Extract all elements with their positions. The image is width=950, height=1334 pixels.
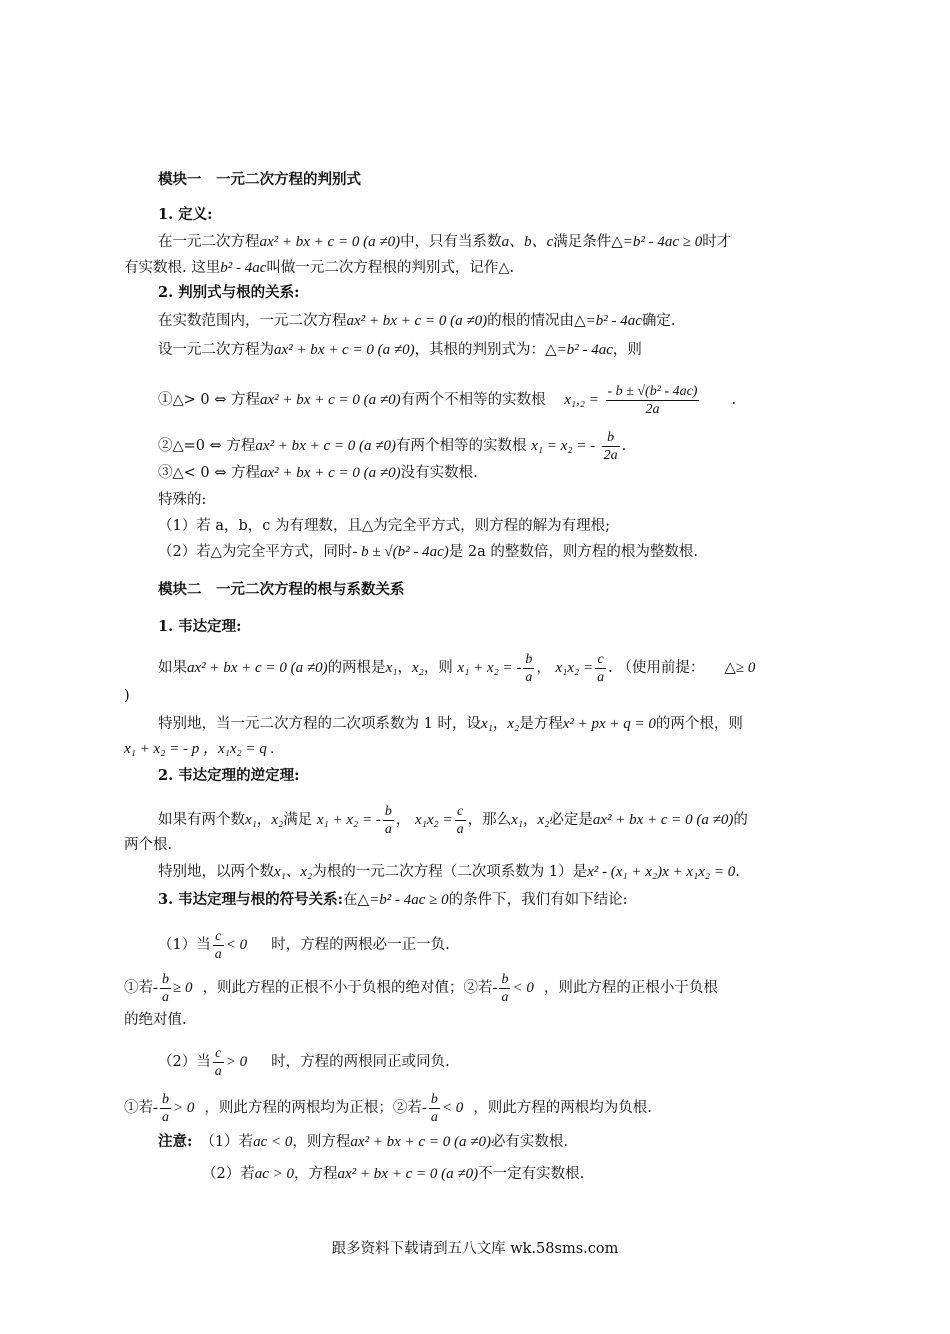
equal-root-fraction [602, 429, 620, 464]
relation: < 0 [441, 1100, 464, 1116]
quadratic-equation: ax² + bx + c = 0 (a ≠0) [260, 465, 401, 481]
vieta-line-1: 如果ax² + bx + c = 0 (a ≠0)的两根是x₁，x₂，则 x₁ + x₂ = - $\frac{b}{a}$ ， x₁x₂ = $\frac{c}{a}$ . （使用前提： △≥ 0 [158, 651, 756, 685]
fraction-numerator: b [430, 1091, 438, 1107]
root-x2: x₂ [507, 716, 520, 732]
text: ，那么 [467, 812, 512, 828]
text: 的 [733, 812, 748, 828]
text: 不一定有实数根. [478, 1166, 585, 1182]
text: ，则此方程的两根均为负根. [473, 1100, 652, 1116]
text: ，则 [612, 342, 642, 358]
quadratic-equation: ax² + bx + c = 0 (a ≠0) [259, 234, 401, 250]
case-positive-discriminant [158, 380, 736, 420]
relation: < 0 [225, 937, 248, 953]
text: 是 2a 的整数倍，则方程的根为整数根. [448, 544, 698, 560]
discriminant-expression: b² - 4ac [220, 260, 267, 276]
text: 有两个相等的实数根 [395, 438, 527, 454]
quadratic-equation: ax² + bx + c = 0 (a ≠0) [274, 342, 415, 358]
root-x2: x₂ [411, 660, 424, 676]
c-over-a-fraction [213, 928, 224, 963]
minus-sign: - [153, 1100, 158, 1116]
fraction-numerator: c [595, 651, 606, 669]
quadratic-formula-fraction [606, 383, 700, 418]
text: . [731, 392, 737, 408]
fraction-denominator: a [214, 1063, 222, 1079]
special-case-1: （1）若 a，b，c 为有理数，且△为完全平方式，则方程的解为有理根; [158, 518, 611, 534]
quadratic-equation: ax² + bx + c = 0 (a ≠0) [187, 660, 328, 676]
number-x1: x₁ [245, 812, 257, 828]
fraction-numerator: b [525, 651, 533, 667]
condition-expression: ac < 0 [253, 1134, 293, 1150]
minus-sign: - [153, 980, 158, 996]
root-numerator-expression: - b ± √(b² - 4ac) [352, 544, 449, 560]
definition-line-1 [158, 232, 731, 252]
case-zero-discriminant [158, 426, 626, 466]
text: ，则 [423, 660, 453, 676]
text: . [735, 864, 740, 880]
text: ①△> 0 ⇔ 方程 [158, 392, 261, 408]
fraction-numerator: b [501, 971, 509, 987]
text: 的根的情况由 [487, 313, 575, 329]
text: 的两根是 [327, 660, 386, 676]
text: 在实数范围内，一元二次方程 [158, 313, 347, 329]
text: 必定是 [549, 812, 593, 828]
vieta-inverse-line-2: 两个根. [124, 837, 173, 853]
fraction-numerator: b [384, 803, 392, 819]
text: . （使用前提： [608, 660, 705, 676]
rule-2 [158, 1042, 450, 1082]
sum-of-roots-fraction [523, 651, 534, 686]
fraction-numerator: c [213, 928, 224, 946]
text: 为根的一元二次方程（二次项系数为 1）是 [312, 864, 588, 880]
text: 如果有两个数 [158, 812, 245, 828]
text: （1）若 [200, 1134, 254, 1150]
text: ，则此方程的正根不小于负根的绝对值；②若 [202, 980, 493, 996]
equal-roots-lhs: x₁ = x₂ = - [531, 438, 596, 454]
fraction-denominator: a [162, 1109, 169, 1125]
discriminant: △=b² - 4ac [545, 342, 613, 358]
relation: > 0 [173, 1100, 195, 1116]
fraction-denominator: 2a [645, 401, 660, 417]
text: 确定. [641, 313, 676, 329]
rule-1-subcases-line-2: 的绝对值. [124, 1012, 187, 1028]
text: ②△=0 ⇔ 方程 [158, 438, 256, 454]
section-discriminant-relation-title: 2. 判别式与根的关系: [158, 284, 300, 301]
definition-line-2 [124, 258, 514, 278]
vieta-line-1-close: ) [124, 688, 130, 704]
text: 有实数根. 这里 [124, 260, 221, 276]
condition-expression: ac > 0 [254, 1166, 295, 1182]
fraction-denominator: a [162, 989, 169, 1005]
text: 叫做一元二次方程根的判别式，记作△. [266, 260, 515, 276]
fraction-denominator: a [384, 821, 392, 837]
page-footer: 跟多资料下载请到五八文库 wk.58sms.com [331, 1241, 619, 1257]
note-label: 注意: [158, 1133, 193, 1150]
note-1 [158, 1132, 568, 1152]
discriminant-condition: △=b² - 4ac ≥ 0 [611, 234, 703, 250]
text: 必有实数根. [490, 1134, 569, 1150]
text: 的条件下，我们有如下结论: [448, 892, 628, 908]
relation-line-1 [158, 311, 675, 331]
fraction-denominator: a [597, 669, 605, 685]
relation: < 0 [512, 980, 534, 996]
number-x1: x₁ [274, 864, 286, 880]
text: 设一元二次方程为 [158, 342, 274, 358]
discriminant: △=b² - 4ac [574, 313, 642, 329]
text: ， [397, 660, 412, 676]
text: ，方程 [294, 1166, 338, 1182]
note-2 [202, 1164, 584, 1184]
text: 满足 [283, 812, 313, 828]
rule-2-subcases [124, 1088, 652, 1128]
text: （2）若△为完全平方式，同时 [158, 544, 353, 560]
root-x1: x₁ [385, 660, 398, 676]
product-of-roots-lhs: x₁x₂ = [555, 660, 594, 676]
section-sign-relation-title: 3. 韦达定理与根的符号关系: [158, 891, 344, 908]
text: . [621, 438, 627, 454]
fraction-numerator: b [162, 971, 169, 987]
b-over-a-fraction [160, 971, 171, 1006]
text: ，则方程 [292, 1134, 351, 1150]
fraction-numerator: - b ± √(b² - 4ac) [607, 383, 698, 399]
fraction-denominator: a [501, 989, 509, 1005]
section-vieta-title: 1. 韦达定理: [158, 618, 242, 635]
sum-lhs: x₁ + x₂ = - [316, 812, 381, 828]
text: 有两个不相等的实数根 [400, 392, 546, 408]
b-over-a-fraction [160, 1091, 171, 1126]
fraction-numerator: b [602, 429, 620, 447]
text: ，其根的判别式为： [414, 342, 546, 358]
fraction-denominator: a [456, 821, 464, 837]
special-heading: 特殊的: [158, 492, 207, 508]
discriminant-condition: △=b² - 4ac ≥ 0 [357, 892, 449, 908]
root-x1: x₁ [480, 716, 493, 732]
number-x2: x₂ [537, 812, 550, 828]
b-over-a-fraction [499, 971, 510, 1006]
quadratic-equation: ax² + bx + c = 0 (a ≠0) [255, 438, 396, 454]
fraction-denominator: a [525, 669, 533, 685]
section-vieta-inverse-title: 2. 韦达定理的逆定理: [158, 767, 300, 784]
vieta-special-line-1: 特别地，当一元二次方程的二次项系数为 1 时，设x₁，x₂是方程x² + px + q = 0的两个根，则 [158, 716, 743, 732]
text: 的两个根，则 [655, 716, 743, 732]
b-over-a-fraction [429, 1091, 440, 1126]
text: ③△< 0 ⇔ 方程 [158, 465, 261, 481]
number-x1: x₁ [511, 812, 523, 828]
text: ①若 [124, 1100, 153, 1116]
root-formula-lhs: x₁,₂ = [564, 392, 599, 408]
text: （2）当 [158, 1054, 211, 1070]
number-x2: x₂ [271, 812, 284, 828]
minus-sign: - [492, 980, 498, 996]
text: 在 [343, 892, 358, 908]
rule-1 [158, 925, 450, 965]
product-of-roots-fraction [595, 651, 606, 686]
text: 时，方程的两根同正或同负. [271, 1054, 450, 1070]
special-case-2 [158, 542, 698, 562]
text: （2）若 [202, 1166, 255, 1182]
relation: ≥ 0 [173, 980, 193, 996]
minus-sign: - [421, 1100, 427, 1116]
relation: > 0 [225, 1054, 248, 1070]
text: 没有实数根. [400, 465, 478, 481]
fraction-numerator: b [162, 1091, 169, 1107]
module2-title: 模块二 一元二次方程的根与系数关系 [158, 581, 405, 598]
product-lhs: x₁x₂ = [414, 812, 453, 828]
section-sign-relation [158, 890, 627, 910]
fraction-numerator: c [213, 1045, 224, 1063]
vieta-inverse-special: 特别地，以两个数x₁、x₂为根的一元二次方程（二次项系数为 1）是x² - (x₁ + x₂)x + x₁x₂ = 0. [158, 864, 740, 880]
coefficients: a、b、c [501, 234, 554, 250]
section-definition-title: 1. 定义: [158, 206, 213, 223]
text: 在一元二次方程 [158, 234, 260, 250]
quadratic-equation: ax² + bx + c = 0 (a ≠0) [260, 392, 401, 408]
monic-quadratic-equation: x² + px + q = 0 [562, 716, 656, 732]
text: （1）当 [158, 937, 211, 953]
discriminant-condition: △≥ 0 [724, 660, 756, 676]
text: 时，方程的两根必一正一负. [271, 937, 450, 953]
fraction-numerator: c [455, 803, 466, 821]
text: 如果 [158, 660, 187, 676]
fraction-denominator: a [214, 946, 222, 962]
product-fraction [455, 803, 466, 838]
quadratic-equation: ax² + bx + c = 0 (a ≠0) [592, 812, 734, 828]
text: 是方程 [519, 716, 563, 732]
case-negative-discriminant [158, 463, 478, 483]
vieta-special-line-2: x₁ + x₂ = - p ，x₁x₂ = q . [124, 741, 275, 757]
relation-line-2 [158, 340, 642, 360]
c-over-a-fraction [213, 1045, 224, 1080]
text: 中，只有当系数 [400, 234, 502, 250]
text: ①若 [124, 980, 153, 996]
text: 特别地，当一元二次方程的二次项系数为 1 时，设 [158, 716, 481, 732]
sum-fraction [383, 803, 394, 838]
text: 满足条件 [553, 234, 612, 250]
text: 时才 [702, 234, 732, 250]
quadratic-equation: ax² + bx + c = 0 (a ≠0) [346, 313, 488, 329]
vieta-inverse-line-1: 如果有两个数x₁，x₂满足 x₁ + x₂ = - $\frac{b}{a}$ ， x₁x₂ = $\frac{c}{a}$ ，那么x₁，x₂必定是ax² + bx + c = 0 (a ≠0)的 [158, 803, 748, 837]
constructed-equation: x² - (x₁ + x₂)x + x₁x₂ = 0 [587, 864, 736, 880]
quadratic-equation: ax² + bx + c = 0 (a ≠0) [337, 1166, 479, 1182]
rule-1-subcases [124, 968, 718, 1008]
sum-of-roots-lhs: x₁ + x₂ = - [457, 660, 522, 676]
fraction-denominator: a [430, 1109, 438, 1125]
quadratic-equation: ax² + bx + c = 0 (a ≠0) [350, 1134, 491, 1150]
module1-title: 模块一 一元二次方程的判别式 [158, 171, 361, 188]
fraction-denominator: 2a [603, 447, 618, 463]
number-x2: x₂ [300, 864, 313, 880]
text: ，则此方程的两根均为正根；②若 [204, 1100, 422, 1116]
text: 特别地，以两个数 [158, 864, 274, 880]
text: ，则此方程的正根小于负根 [543, 980, 718, 996]
